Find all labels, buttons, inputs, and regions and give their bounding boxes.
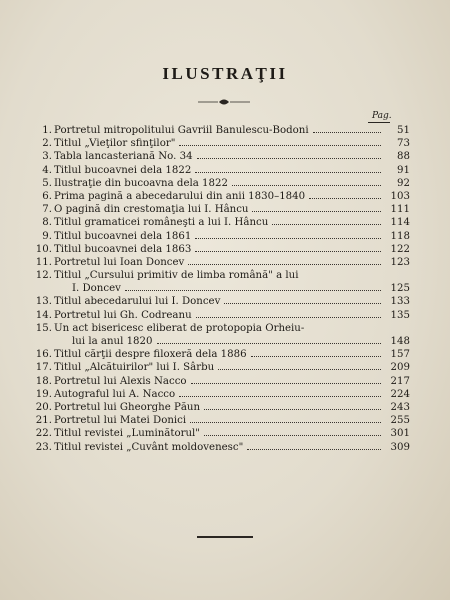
item-page-number: 114 [390,217,410,229]
item-title: Titlul revistei „Luminătorul" [54,428,200,440]
item-title: Titlul bucoavnei dela 1822 [54,164,192,176]
list-item [28,322,428,335]
item-page-number: 157 [390,349,410,361]
item-page-number: 91 [397,164,410,176]
item-number: 12. [35,270,52,282]
list-item [28,137,428,150]
item-title: Portretul lui Matei Donici [54,415,187,427]
item-page-number: 88 [397,151,410,163]
illustrations-list [28,124,428,454]
list-item [28,441,428,454]
dot-leader [195,164,381,173]
item-number: 9. [42,230,52,242]
item-page-number: 51 [397,125,410,136]
list-item [28,375,428,388]
item-title: Titlul abecedarului lui I. Doncev [54,296,221,308]
list-item [28,124,428,137]
dot-leader [195,243,381,252]
dot-leader [232,177,381,186]
list-item [28,401,428,414]
item-page-number: 217 [390,375,410,387]
item-page-number: 92 [397,177,410,189]
item-number: 6. [42,190,52,202]
list-item [28,348,428,361]
item-number: 5. [42,177,52,189]
list-item [28,361,428,374]
item-number: 22. [35,428,52,440]
bottom-rule [197,536,253,538]
item-page-number: 123 [390,256,410,268]
page-column-header: Pag. [372,111,392,121]
list-item [28,256,428,269]
item-title: Titlul „Alcătuirilor" lui I. Sârbu [54,362,215,374]
dot-leader [218,361,381,370]
item-number: 17. [35,362,52,374]
item-number: 23. [35,441,52,453]
dot-leader [196,309,381,318]
list-item [28,216,428,229]
item-number: 11. [35,256,52,268]
item-title: lui la anul 1820 [72,336,153,347]
item-title: Prima pagină a abecedarului din anii 1830–1840 [54,190,306,202]
item-title: Autograful lui A. Nacco [54,388,176,400]
item-title: Titlul bucoavnei dela 1861 [54,230,192,242]
item-page-number: 148 [390,336,410,347]
item-page-number: 118 [390,230,410,242]
item-page-number: 224 [390,388,410,400]
item-number: 3. [42,151,52,163]
list-item [28,427,428,440]
item-page-number: 125 [390,283,410,295]
item-title: Ilustraţie din bucoavna dela 1822 [54,177,228,189]
item-title: Titlul revistei „Cuvânt moldovenesc" [54,441,244,453]
item-number: 19. [35,388,52,400]
header-rule [368,122,390,123]
list-item [28,177,428,190]
item-title: O pagină din crestomaţia lui I. Hâncu [54,204,249,216]
dot-leader [272,216,381,225]
item-number: 4. [42,164,52,176]
list-item [28,243,428,256]
dot-leader [224,295,381,304]
item-page-number: 243 [390,401,410,413]
list-item [28,282,428,295]
list-item [28,335,428,348]
dot-leader [251,348,381,357]
item-page-number: 301 [390,428,410,440]
item-page-number: 255 [390,415,410,427]
dot-leader [179,137,381,146]
page-title: ILUSTRAŢII [162,64,288,83]
item-page-number: 103 [390,190,410,202]
item-title: Portretul lui Alexis Nacco [54,375,187,387]
list-item [28,190,428,203]
dot-leader [191,375,381,384]
dot-leader [204,401,381,410]
dot-leader [157,335,381,344]
item-title: Titlul gramaticei româneşti a lui I. Hâncu [54,217,269,229]
item-title: Titlul „Vieţilor sfinţilor" [54,138,176,150]
item-number: 15. [35,322,52,334]
list-item [28,164,428,177]
item-number: 16. [35,349,52,361]
dot-leader [309,190,381,199]
item-title: Titlul „Cursului primitiv de limba română" a lui [54,270,299,282]
dot-leader [204,427,381,436]
item-title: Portretul lui Gh. Codreanu [54,309,192,321]
item-title: Un act bisericesc eliberat de protopopia Orheiu- [54,322,305,334]
item-page-number: 135 [390,309,410,321]
item-number: 18. [35,375,52,387]
dot-leader [313,124,381,133]
item-page-number: 133 [390,296,410,308]
item-title: Titlul cărţii despre filoxeră dela 1886 [54,349,247,361]
item-number: 7. [42,204,52,216]
list-item [28,388,428,401]
item-page-number: 122 [390,243,410,255]
list-item [28,150,428,163]
dot-leader [195,230,381,239]
item-number: 21. [35,415,52,427]
item-page-number: 209 [390,362,410,374]
list-item [28,295,428,308]
dot-leader [188,256,381,265]
item-title: Titlul bucoavnei dela 1863 [54,243,192,255]
item-title: Tabla lancasteriană No. 34 [54,151,193,163]
list-item [28,203,428,216]
dot-leader [179,388,381,397]
item-number: 1. [42,125,52,136]
list-item [28,414,428,427]
item-title: Portretul mitropolitului Gavriil Banulescu-Bodoni [54,125,309,136]
item-title: Portretul lui Gheorghe Păun [54,401,201,413]
ornament-divider-icon [198,97,250,107]
dot-leader [247,441,381,450]
item-page-number: 309 [390,441,410,453]
list-item [28,269,428,282]
item-number: 14. [35,309,52,321]
dot-leader [252,203,381,212]
item-page-number: 111 [390,204,410,216]
item-title: I. Doncev [72,283,121,295]
list-item [28,309,428,322]
dot-leader [125,282,381,291]
dot-leader [190,414,381,423]
item-number: 13. [35,296,52,308]
item-number: 2. [42,138,52,150]
item-page-number: 73 [397,138,410,150]
item-number: 10. [35,243,52,255]
item-title: Portretul lui Ioan Doncev [54,256,185,268]
list-item [28,230,428,243]
item-number: 8. [42,217,52,229]
item-number: 20. [35,401,52,413]
dot-leader [197,150,381,159]
